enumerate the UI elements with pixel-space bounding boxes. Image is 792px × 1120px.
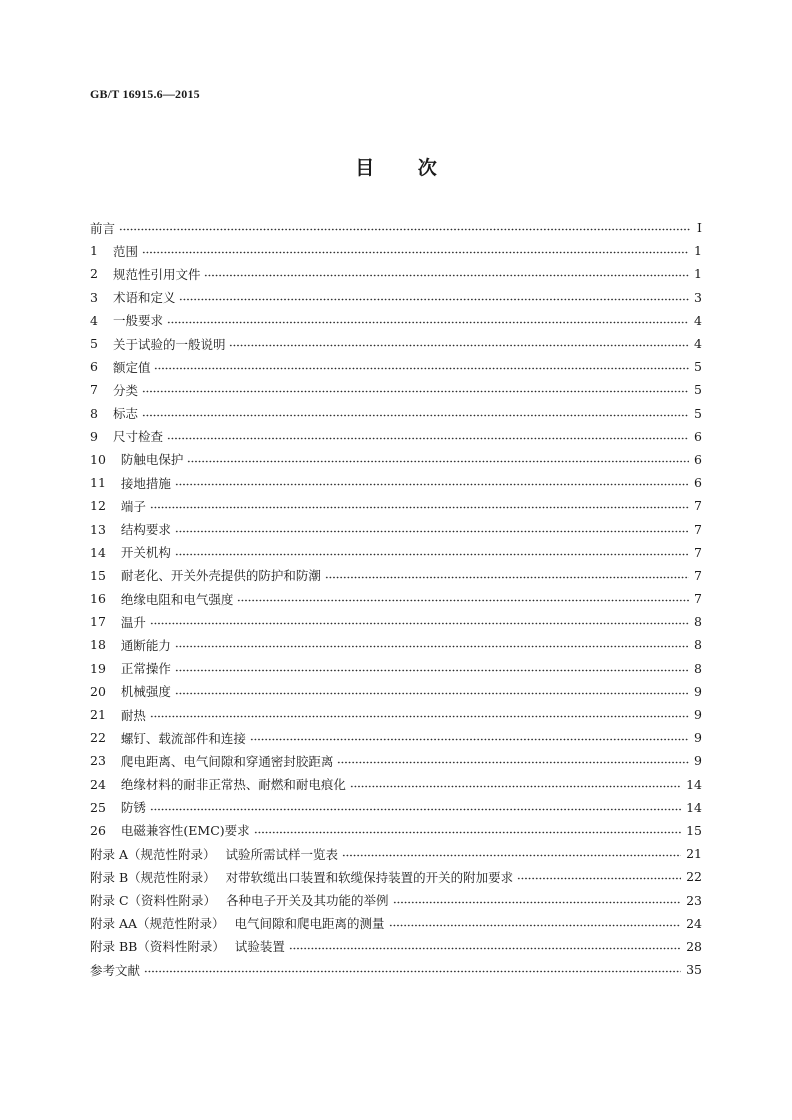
toc-entry-number: 6 [90, 359, 98, 375]
toc-entry-title: 试验装置 [234, 939, 285, 955]
toc-entry-page-number: 6 [694, 475, 702, 491]
toc-leader-dots [119, 228, 691, 231]
toc-entry-page-number: 1 [694, 243, 702, 259]
toc-entry [90, 726, 702, 749]
toc-entry-number: 1 [90, 243, 98, 259]
toc-entry-title: 范围 [112, 243, 138, 259]
toc-entry-title: 防锈 [120, 800, 146, 816]
toc-entry-page-number: 5 [694, 359, 702, 375]
toc-entry-page-number: 35 [686, 962, 702, 978]
toc-entry [90, 262, 702, 285]
toc-leader-dots [167, 321, 689, 324]
toc-entry-title: 螺钉、载流部件和连接 [120, 730, 246, 746]
toc-entry-title: 尺寸检查 [112, 429, 163, 445]
toc-entry-number: 15 [90, 567, 106, 583]
toc-entry [90, 239, 702, 262]
toc-entry-page-number: 7 [694, 521, 702, 537]
toc-entry-number: 24 [90, 776, 106, 792]
toc-leader-dots [175, 530, 689, 533]
toc-entry [90, 286, 702, 309]
toc-entry-number: 附录 A（规范性附录） [90, 846, 216, 862]
toc-entry-page-number: 14 [686, 776, 702, 792]
toc-entry-title: 电气间隙和爬电距离的测量 [234, 916, 385, 932]
toc-entry-number: 26 [90, 822, 106, 838]
toc-entry-number: 23 [90, 753, 106, 769]
toc-entry-page-number: 7 [694, 567, 702, 583]
toc-entry-page-number: 8 [694, 660, 702, 676]
toc-entry-number: 附录 B（规范性附录） [90, 869, 216, 885]
toc-entry-number: 附录 AA（规范性附录） [90, 916, 225, 932]
toc-entry [90, 610, 702, 633]
toc-entry-title: 绝缘电阻和电气强度 [120, 591, 234, 607]
toc-entry-title: 温升 [120, 614, 146, 630]
toc-entry-page-number: 3 [694, 289, 702, 305]
toc-entry-page-number: I [697, 220, 702, 236]
toc-entry-page-number: 4 [694, 336, 702, 352]
toc-entry-title: 各种电子开关及其功能的举例 [226, 893, 389, 909]
toc-entry [90, 309, 702, 332]
toc-leader-dots [144, 970, 681, 973]
toc-entry [90, 935, 702, 958]
toc-leader-dots [187, 460, 689, 463]
toc-entry-page-number: 5 [694, 405, 702, 421]
toc-entry-page-number: 5 [694, 382, 702, 398]
toc-entry-number: 2 [90, 266, 98, 282]
toc-entry-page-number: 6 [694, 428, 702, 444]
toc-entry-title: 结构要求 [120, 522, 171, 538]
toc-entry-number: 附录 C（资料性附录） [90, 893, 217, 909]
toc-entry [90, 541, 702, 564]
toc-entry-number: 10 [90, 451, 106, 467]
toc-entry-page-number: 6 [694, 451, 702, 467]
toc-entry-title: 术语和定义 [112, 290, 176, 306]
toc-entry-page-number: 8 [694, 637, 702, 653]
toc-entry-title: 试验所需试样一览表 [225, 846, 339, 862]
toc-leader-dots [204, 274, 689, 277]
toc-entry-page-number: 9 [694, 683, 702, 699]
toc-entry-number: 12 [90, 498, 106, 514]
toc-entry-title: 开关机构 [120, 545, 171, 561]
toc-entry [90, 587, 702, 610]
toc-leader-dots [142, 390, 689, 393]
toc-leader-dots [393, 901, 682, 904]
toc-entry [90, 912, 702, 935]
toc-entry [90, 633, 702, 656]
toc-leader-dots [389, 924, 682, 927]
toc-entry-number: 5 [90, 336, 98, 352]
standard-code: GB/T 16915.6—2015 [90, 87, 200, 101]
toc-entry-page-number: 9 [694, 730, 702, 746]
toc-leader-dots [150, 808, 681, 811]
toc-entry-title: 端子 [120, 498, 146, 514]
toc-leader-dots [179, 298, 689, 301]
toc-entry-number: 17 [90, 614, 106, 630]
toc-entry-title: 分类 [112, 382, 138, 398]
toc-entry-number: 4 [90, 312, 98, 328]
toc-entry-number: 21 [90, 707, 106, 723]
toc-entry [90, 494, 702, 517]
toc-entry-title: 关于试验的一般说明 [112, 336, 226, 352]
toc-leader-dots [325, 576, 689, 579]
toc-entry-page-number: 1 [694, 266, 702, 282]
toc-entry [90, 517, 702, 540]
toc-entry-title: 参考文献 [90, 962, 141, 978]
toc-entry [90, 703, 702, 726]
toc-entry-number: 25 [90, 799, 106, 815]
toc-entry [90, 216, 702, 239]
toc-entry-number: 14 [90, 544, 106, 560]
toc-leader-dots [150, 715, 689, 718]
toc-leader-dots [337, 761, 689, 764]
toc-entry-number: 20 [90, 683, 106, 699]
toc-entry-number: 13 [90, 521, 106, 537]
toc-entry-title: 额定值 [112, 359, 151, 375]
toc-entry [90, 680, 702, 703]
toc-entry-page-number: 28 [686, 938, 702, 954]
toc-entry [90, 332, 702, 355]
toc-entry-page-number: 8 [694, 614, 702, 630]
toc-leader-dots [254, 831, 681, 834]
toc-entry-page-number: 9 [694, 753, 702, 769]
toc-entry-title: 耐热 [120, 707, 146, 723]
toc-entry-title: 规范性引用文件 [112, 266, 201, 282]
toc-entry-page-number: 23 [686, 892, 702, 908]
toc-entry-title: 耐老化、开关外壳提供的防护和防潮 [120, 568, 321, 584]
toc-leader-dots [237, 599, 689, 602]
toc-entry [90, 773, 702, 796]
table-of-contents [90, 216, 702, 981]
toc-leader-dots [142, 414, 689, 417]
toc-entry-number: 22 [90, 730, 106, 746]
toc-entry-title: 防触电保护 [120, 452, 184, 468]
toc-entry [90, 657, 702, 680]
toc-entry-number: 11 [90, 475, 106, 491]
toc-leader-dots [142, 251, 689, 254]
toc-entry-page-number: 14 [686, 799, 702, 815]
toc-leader-dots [342, 854, 681, 857]
toc-leader-dots [175, 553, 689, 556]
toc-entry [90, 564, 702, 587]
toc-entry [90, 888, 702, 911]
toc-leader-dots [150, 506, 689, 509]
toc-entry-title: 机械强度 [120, 684, 171, 700]
toc-entry-page-number: 24 [686, 915, 702, 931]
toc-leader-dots [150, 622, 689, 625]
toc-entry-title: 爬电距离、电气间隙和穿通密封胶距离 [120, 753, 334, 769]
toc-entry-title: 前言 [90, 220, 116, 236]
toc-entry-number: 附录 BB（资料性附录） [90, 939, 225, 955]
toc-entry [90, 378, 702, 401]
toc-entry [90, 958, 702, 981]
toc-entry [90, 355, 702, 378]
toc-entry-page-number: 22 [686, 869, 702, 885]
toc-leader-dots [154, 367, 689, 370]
toc-leader-dots [229, 344, 689, 347]
toc-leader-dots [289, 947, 681, 950]
toc-leader-dots [175, 483, 689, 486]
toc-entry [90, 425, 702, 448]
toc-leader-dots [250, 738, 689, 741]
toc-entry-title: 通断能力 [120, 637, 171, 653]
toc-entry [90, 819, 702, 842]
toc-entry-title: 绝缘材料的耐非正常热、耐燃和耐电痕化 [120, 777, 346, 793]
toc-leader-dots [517, 877, 681, 880]
toc-entry [90, 749, 702, 772]
toc-entry-title: 正常操作 [120, 661, 171, 677]
toc-entry [90, 402, 702, 425]
toc-entry [90, 448, 702, 471]
toc-entry-number: 3 [90, 289, 98, 305]
toc-leader-dots [167, 437, 689, 440]
toc-entry-page-number: 9 [694, 707, 702, 723]
toc-entry-page-number: 21 [686, 846, 702, 862]
toc-entry [90, 471, 702, 494]
toc-entry-number: 9 [90, 428, 98, 444]
toc-entry-number: 16 [90, 591, 106, 607]
toc-leader-dots [175, 645, 689, 648]
toc-leader-dots [350, 785, 681, 788]
toc-entry-title: 标志 [112, 406, 138, 422]
toc-entry [90, 842, 702, 865]
toc-entry [90, 796, 702, 819]
toc-leader-dots [175, 669, 689, 672]
page-title: 目 次 [355, 157, 437, 179]
toc-entry-title: 电磁兼容性(EMC)要求 [120, 823, 250, 839]
toc-leader-dots [175, 692, 689, 695]
toc-entry-page-number: 15 [686, 822, 702, 838]
toc-entry-title: 接地措施 [120, 475, 171, 491]
toc-entry-number: 18 [90, 637, 106, 653]
toc-entry-title: 对带软缆出口装置和软缆保持装置的开关的附加要求 [225, 869, 514, 885]
toc-entry [90, 865, 702, 888]
toc-entry-number: 7 [90, 382, 98, 398]
toc-entry-number: 19 [90, 660, 106, 676]
toc-entry-page-number: 7 [694, 498, 702, 514]
toc-entry-page-number: 7 [694, 591, 702, 607]
toc-entry-page-number: 4 [694, 312, 702, 328]
toc-entry-title: 一般要求 [112, 313, 163, 329]
toc-entry-page-number: 7 [694, 544, 702, 560]
toc-entry-number: 8 [90, 405, 98, 421]
